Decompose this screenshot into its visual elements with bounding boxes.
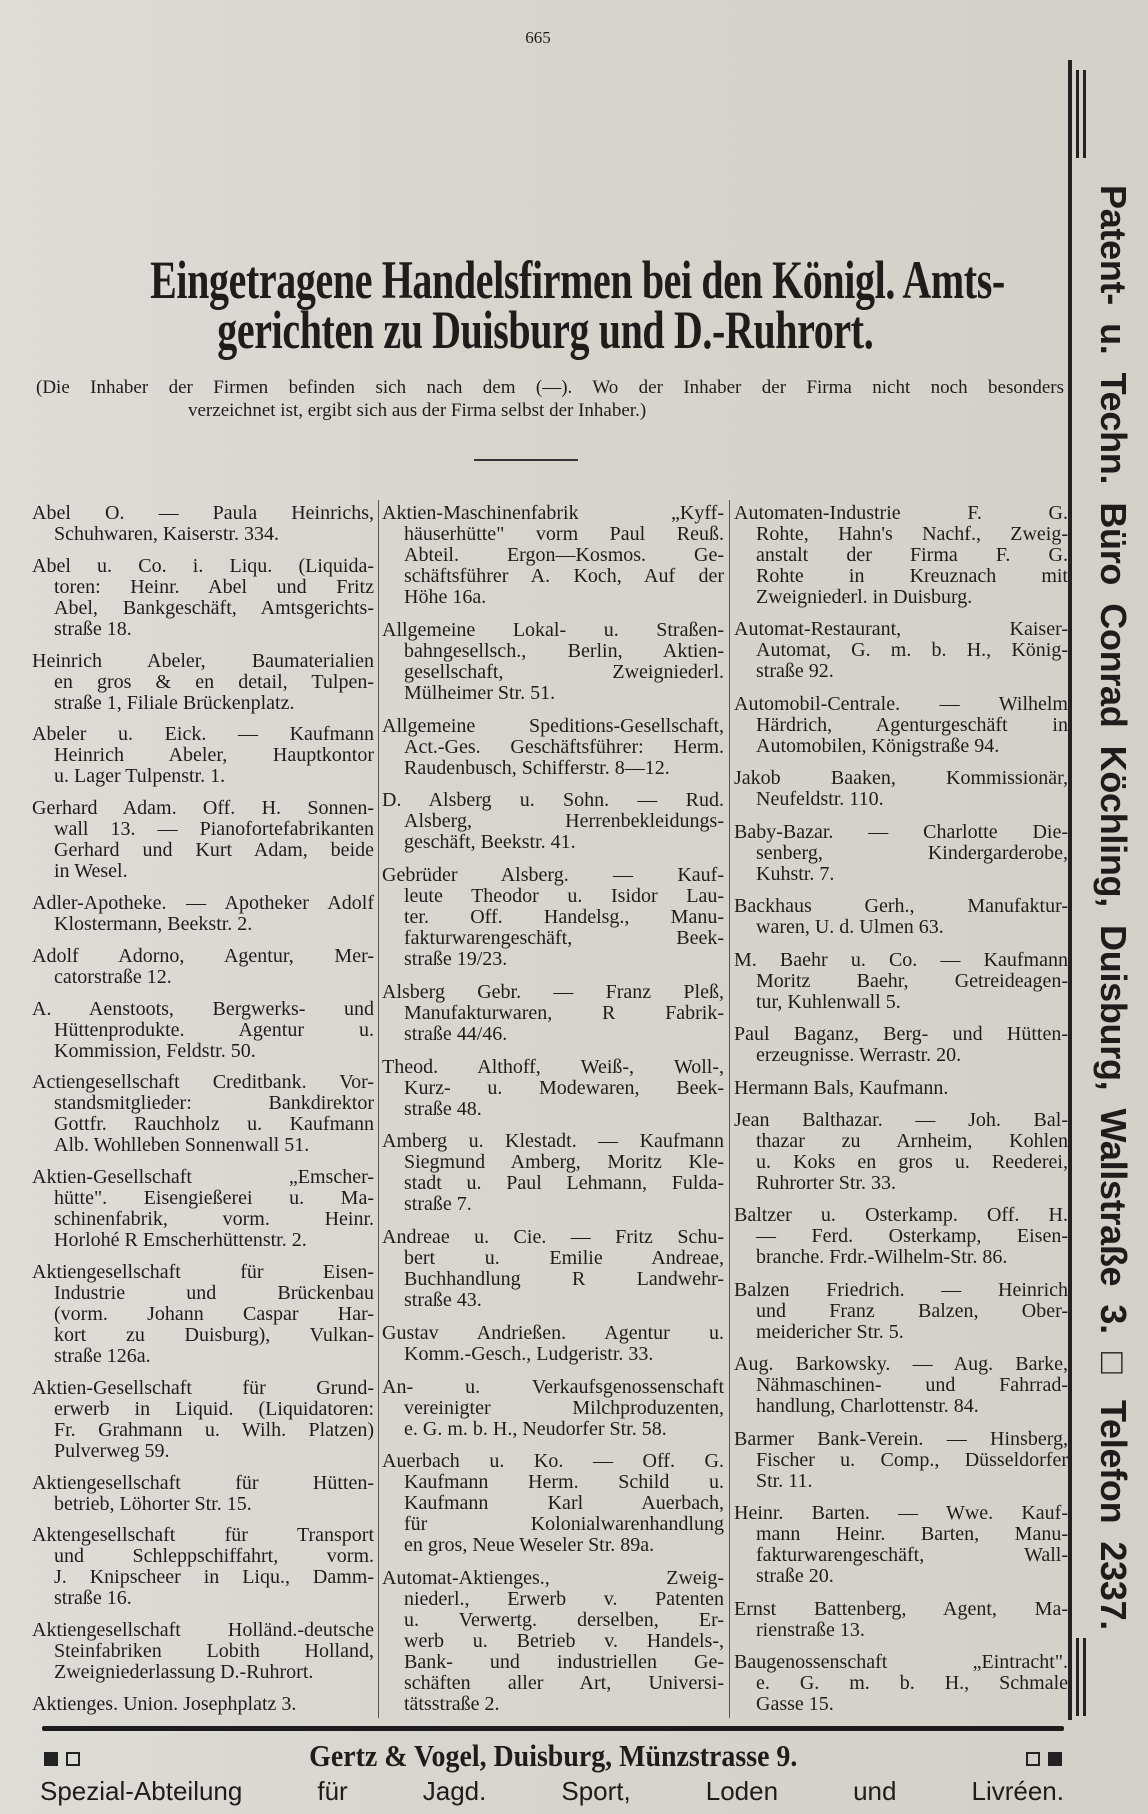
right-border-rule — [1068, 60, 1072, 1720]
entry-line: Neufeldstr. 110. — [756, 788, 884, 811]
entry-line: erzeugnisse. Werrastr. 20. — [756, 1044, 962, 1067]
entry-line: in Wesel. — [54, 860, 128, 883]
entry-line: Automat-Aktienges., Zweig- — [382, 1567, 724, 1589]
entry-line: tur, Kuhlenwall 5. — [756, 990, 901, 1013]
entry-line: Baltzer u. Osterkamp. Off. H. — [734, 1204, 1068, 1227]
entry-line: Auerbach u. Ko. — Off. G. — [382, 1450, 724, 1473]
entry-line: catorstraße 12. — [54, 965, 172, 988]
square-ornament-icons — [1022, 1738, 1066, 1774]
directory-entry — [734, 1599, 1068, 1641]
entry-line: Jean Balthazar. — Joh. Bal- — [734, 1108, 1068, 1131]
double-rule-top-b — [1083, 70, 1086, 158]
footer-line-1: Gertz & Vogel, Duisburg, Münzstrasse 9. — [308, 1738, 798, 1773]
entry-line: Heinrich Abeler, Hauptkontor — [54, 744, 374, 767]
entry-line: Abel, Bankgeschäft, Amtsgerichts- — [54, 596, 374, 619]
entry-line: Siegmund Amberg, Moritz Kle- — [404, 1151, 724, 1174]
directory-entry — [32, 503, 374, 545]
entry-line: kort zu Duisburg), Vulkan- — [54, 1323, 374, 1346]
directory-entry — [32, 1473, 374, 1515]
entry-line: Allgemeine Lokal- u. Straßen- — [382, 618, 724, 641]
entry-line: Komm.-Gesch., Ludgeristr. 33. — [404, 1342, 654, 1365]
entry-line: bahngesellsch., Berlin, Aktien- — [404, 639, 724, 662]
entry-line: D. Alsberg u. Sohn. — Rud. — [382, 789, 724, 812]
entry-line: A. Aenstoots, Bergwerks- und — [32, 997, 374, 1020]
directory-column-2 — [382, 503, 724, 1715]
directory-entry — [32, 1072, 374, 1156]
directory-entry — [382, 620, 724, 704]
entry-line: branche. Frdr.-Wilhelm-Str. 86. — [756, 1246, 1008, 1269]
directory-entry — [32, 1262, 374, 1367]
entry-line: mann Heinr. Barten, Manu- — [756, 1523, 1068, 1546]
entry-line: gesellschaft, Zweigniederl. — [404, 660, 724, 683]
entry-line: thazar zu Arnheim, Kohlen — [756, 1129, 1068, 1152]
entry-line: Automobilen, Königstraße 94. — [756, 734, 1000, 757]
directory-entry — [382, 1227, 724, 1311]
entry-line: Aktien-Maschinenfabrik „Kyff- — [382, 502, 724, 524]
entry-line: Bank- und industriellen Ge- — [404, 1651, 724, 1673]
entry-line: Abeler u. Eick. — Kaufmann — [32, 723, 374, 746]
intro-note-line-2: verzeichnet ist, ergibt sich aus der Firma selbst der Inhaber.) — [188, 400, 647, 421]
entry-line: straße 20. — [756, 1565, 834, 1588]
entry-line: Gottfr. Rauchholz u. Kaufmann — [54, 1113, 374, 1136]
directory-entry — [32, 1378, 374, 1462]
entry-line: werb u. Betrieb v. Handels-, — [404, 1630, 724, 1652]
entry-line: meidericher Str. 5. — [756, 1320, 904, 1343]
directory-entry — [382, 1451, 724, 1556]
entry-line: Steinfabriken Lobith Holland, — [54, 1640, 374, 1663]
column-divider — [378, 500, 379, 1718]
entry-line: en gros & en detail, Tulpen- — [54, 670, 374, 693]
entry-line: geschäft, Beekstr. 41. — [404, 831, 576, 854]
directory-entry — [734, 896, 1068, 938]
entry-line: Gerhard Adam. Off. H. Sonnen- — [32, 797, 374, 820]
page-title-line-1 — [0, 250, 1090, 310]
directory-entry — [32, 651, 374, 714]
entry-line: Raudenbusch, Schifferstr. 8—12. — [404, 756, 670, 779]
entry-line: tätsstraße 2. — [404, 1693, 500, 1715]
entry-line: Alsberg Gebr. — Franz Pleß, — [382, 980, 724, 1003]
entry-line: straße 19/23. — [404, 948, 508, 970]
entry-line: fakturwarengeschäft, Wall- — [756, 1544, 1068, 1567]
entry-line: Gustav Andrießen. Agentur u. — [382, 1321, 724, 1344]
directory-entry — [32, 1620, 374, 1683]
entry-line: Backhaus Gerh., Manufaktur- — [734, 895, 1068, 918]
directory-entry — [382, 716, 724, 779]
entry-line: u. Lager Tulpenstr. 1. — [54, 765, 226, 788]
entry-line: Hermann Bals, Kaufmann. — [734, 1076, 949, 1099]
entry-line: — Ferd. Osterkamp, Eisen- — [756, 1225, 1068, 1248]
entry-line: Ernst Battenberg, Agent, Ma- — [734, 1597, 1068, 1620]
directory-entry — [382, 1377, 724, 1440]
entry-line: vereinigter Milchproduzenten, — [404, 1396, 724, 1419]
entry-line: Automat, G. m. b. H., König- — [756, 639, 1068, 662]
entry-line: Adler-Apotheke. — Apotheker Adolf — [32, 891, 374, 914]
entry-line: u. Koks en gros u. Reederei, — [756, 1150, 1068, 1173]
directory-entry — [734, 1652, 1068, 1715]
entry-line: Aktien-Gesellschaft für Grund- — [32, 1376, 374, 1399]
directory-entry — [734, 1429, 1068, 1492]
entry-line: Zweigniederl. in Duisburg. — [756, 586, 973, 608]
directory-entry — [734, 1110, 1068, 1194]
entry-line: Manufakturwaren, R Fabrik- — [404, 1001, 724, 1024]
entry-line: leute Theodor u. Isidor Lau- — [404, 885, 724, 907]
entry-line: Aktiengesellschaft für Hütten- — [32, 1471, 374, 1494]
entry-line: straße 44/46. — [404, 1022, 508, 1045]
entry-line: Gasse 15. — [756, 1693, 834, 1715]
entry-line: waren, U. d. Ulmen 63. — [756, 916, 944, 939]
entry-line: wall 13. — Pianofortefabrikanten — [54, 818, 374, 841]
entry-line: Abel O. — Paula Heinrichs, — [32, 502, 374, 524]
entry-line: Balzen Friedrich. — Heinrich — [734, 1278, 1068, 1301]
entry-line: M. Baehr u. Co. — Kaufmann — [734, 948, 1068, 971]
directory-entry — [734, 1078, 1068, 1099]
entry-line: straße 92. — [756, 660, 834, 683]
footer-line-2: Spezial-Abteilung für Jagd. Sport, Loden und Livréen. — [40, 1776, 1064, 1806]
entry-line: straße 48. — [404, 1097, 482, 1120]
entry-line: Gebrüder Alsberg. — Kauf- — [382, 864, 724, 886]
entry-line: straße 16. — [54, 1587, 132, 1610]
entry-line: Automaten-Industrie F. G. — [734, 502, 1068, 524]
entry-line: betrieb, Löhorter Str. 15. — [54, 1492, 252, 1515]
entry-line: Abteil. Ergon—Kosmos. Ge- — [404, 544, 724, 566]
entry-line: straße 7. — [404, 1193, 472, 1216]
entry-line: Barmer Bank-Verein. — Hinsberg, — [734, 1427, 1068, 1450]
directory-entry — [734, 694, 1068, 757]
directory-entry — [382, 790, 724, 853]
entry-line: schäften aller Art, Universi- — [404, 1672, 724, 1694]
entry-line: straße 43. — [404, 1289, 482, 1311]
entry-line: Andreae u. Cie. — Fritz Schu- — [382, 1226, 724, 1248]
double-rule-bottom-a — [1076, 1638, 1079, 1716]
section-divider — [474, 459, 578, 461]
directory-entry — [382, 1323, 724, 1365]
entry-line: Heinrich Abeler, Baumaterialien — [32, 649, 374, 672]
directory-entry — [734, 619, 1068, 682]
entry-line: handlung, Charlottenstr. 84. — [756, 1395, 979, 1418]
entry-line: rienstraße 13. — [756, 1618, 865, 1641]
entry-line: straße 126a. — [54, 1344, 151, 1367]
entry-line: straße 1, Filiale Brückenplatz. — [54, 691, 295, 714]
directory-entry — [734, 768, 1068, 810]
directory-entry — [32, 999, 374, 1062]
entry-line: schinenfabrik, vorm. Heinr. — [54, 1208, 374, 1231]
entry-line: Zweigniederlassung D.-Ruhrort. — [54, 1661, 314, 1684]
entry-line: und Franz Balzen, Ober- — [756, 1299, 1068, 1322]
footer-advertisement — [40, 1738, 1066, 1774]
entry-line: Paul Baganz, Berg- und Hütten- — [734, 1023, 1068, 1046]
directory-entry — [734, 950, 1068, 1013]
square-ornament-icons — [40, 1738, 84, 1774]
entry-line: hütte". Eisengießerei u. Ma- — [54, 1187, 374, 1210]
directory-entry — [734, 503, 1068, 608]
entry-line: e. G. m. b. H., Neudorfer Str. 58. — [404, 1417, 667, 1440]
entry-line: Automobil-Centrale. — Wilhelm — [734, 692, 1068, 715]
entry-line: u. Verwertg. derselben, Er- — [404, 1609, 724, 1631]
page-number: 665 — [525, 28, 551, 47]
entry-line: Kuhstr. 7. — [756, 862, 835, 885]
directory-entry — [32, 1167, 374, 1251]
entry-line: Industrie und Brückenbau — [54, 1281, 374, 1304]
directory-column-1 — [32, 503, 374, 1715]
entry-line: Aktiengesellschaft für Eisen- — [32, 1260, 374, 1283]
page-title-line-2 — [0, 300, 1090, 360]
entry-line: Str. 11. — [756, 1469, 813, 1492]
entry-line: Rohte, Hahn's Nachf., Zweig- — [756, 523, 1068, 545]
entry-line: stadt u. Paul Lehmann, Fulda- — [404, 1172, 724, 1195]
directory-entry — [734, 1354, 1068, 1417]
entry-line: Kurz- u. Modewaren, Beek- — [404, 1076, 724, 1099]
entry-line: anstalt der Firma F. G. — [756, 544, 1068, 566]
double-rule-bottom-b — [1083, 1638, 1086, 1716]
entry-line: Allgemeine Speditions-Gesellschaft, — [382, 714, 724, 737]
double-rule-top-a — [1076, 70, 1079, 158]
directory-entry — [32, 798, 374, 882]
directory-entry — [734, 1205, 1068, 1268]
entry-line: e. G. m. b. H., Schmale — [756, 1672, 1068, 1694]
entry-line: Härdrich, Agenturgeschäft in — [756, 713, 1068, 736]
entry-line: Gerhard und Kurt Adam, beide — [54, 839, 374, 862]
entry-line: Schuhwaren, Kaiserstr. 334. — [54, 523, 279, 545]
entry-line: Höhe 16a. — [404, 586, 487, 608]
entry-line: Act.-Ges. Geschäftsführer: Herm. — [404, 735, 724, 758]
entry-line: Buchhandlung R Landwehr- — [404, 1268, 724, 1290]
entry-line: Actiengesellschaft Creditbank. Vor- — [32, 1071, 374, 1094]
entry-line: und Schleppschiffahrt, vorm. — [54, 1545, 374, 1568]
entry-line: Aug. Barkowsky. — Aug. Barke, — [734, 1353, 1068, 1376]
page-title-text-1: Eingetragene Handelsfirmen bei den Königl. Amts- — [150, 250, 1005, 310]
entry-line: schäftsführer A. Koch, Auf der — [404, 565, 724, 587]
entry-line: Kommission, Feldstr. 50. — [54, 1039, 256, 1062]
directory-entry — [382, 1131, 724, 1215]
entry-line: Baugenossenschaft „Eintracht". — [734, 1651, 1068, 1673]
entry-line: Horlohé R Emscherhüttenstr. 2. — [54, 1229, 307, 1252]
entry-line: standsmitglieder: Bankdirektor — [54, 1092, 374, 1115]
entry-line: (vorm. Johann Caspar Har- — [54, 1302, 374, 1325]
directory-entry — [32, 946, 374, 988]
entry-line: en gros, Neue Weseler Str. 89a. — [404, 1534, 655, 1557]
entry-line: Adolf Adorno, Agentur, Mer- — [32, 944, 374, 967]
entry-line: straße 18. — [54, 617, 132, 640]
directory-entry — [32, 1525, 374, 1609]
directory-entry — [734, 1503, 1068, 1587]
column-divider — [729, 500, 730, 1718]
entry-line: senberg, Kindergarderobe, — [756, 841, 1068, 864]
entry-line: Nähmaschinen- und Fahrrad- — [756, 1374, 1068, 1397]
directory-entry — [382, 865, 724, 970]
entry-line: Aktien-Gesellschaft „Emscher- — [32, 1166, 374, 1189]
entry-line: An- u. Verkaufsgenossenschaft — [382, 1375, 724, 1398]
entry-line: Automat-Restaurant, Kaiser- — [734, 618, 1068, 641]
directory-entry — [734, 822, 1068, 885]
entry-line: Heinr. Barten. — Wwe. Kauf- — [734, 1502, 1068, 1525]
entry-line: J. Knipscheer in Liqu., Damm- — [54, 1566, 374, 1589]
entry-line: erwerb in Liquid. (Liquidatoren: — [54, 1397, 374, 1420]
entry-line: Mülheimer Str. 51. — [404, 681, 556, 704]
entry-line: Jakob Baaken, Kommissionär, — [734, 767, 1068, 790]
entry-line: Abel u. Co. i. Liqu. (Liquida- — [32, 554, 374, 577]
directory-entry — [734, 1024, 1068, 1066]
intro-note-line-1: (Die Inhaber der Firmen befinden sich nach dem (—). Wo der Inhaber der Firma nicht noch besonders — [36, 377, 1064, 398]
entry-line: Aktienges. Union. Josephplatz 3. — [32, 1692, 297, 1715]
entry-line: fakturwarengeschäft, Beek- — [404, 927, 724, 949]
entry-line: ter. Off. Handelsg., Manu- — [404, 906, 724, 928]
entry-line: Rohte in Kreuznach mit — [756, 565, 1068, 587]
directory-entry — [382, 1568, 724, 1715]
directory-column-3 — [734, 503, 1068, 1715]
directory-entry — [734, 1280, 1068, 1343]
entry-line: Fischer u. Comp., Düsseldorfer — [756, 1448, 1068, 1471]
side-advertisement: Patent- u. Techn. Büro Conrad Köchling, Duisburg, Wallstraße 3. □ Telefon 2337. — [1093, 185, 1134, 1630]
entry-line: Ruhrorter Str. 33. — [756, 1171, 896, 1194]
entry-line: häuserhütte" vorm Paul Reuß. — [404, 523, 724, 545]
entry-line: toren: Heinr. Abel und Fritz — [54, 575, 374, 598]
entry-line: Kaufmann Karl Auerbach, — [404, 1492, 724, 1515]
directory-entry — [32, 556, 374, 640]
directory-entry — [32, 893, 374, 935]
entry-line: Klostermann, Beekstr. 2. — [54, 912, 253, 935]
directory-entry — [382, 503, 724, 608]
directory-entry — [382, 982, 724, 1045]
entry-line: Kaufmann Herm. Schild u. — [404, 1471, 724, 1494]
footer-rule — [42, 1726, 1064, 1731]
entry-line: Aktiengesellschaft Holländ.-deutsche — [32, 1619, 374, 1642]
entry-line: Baby-Bazar. — Charlotte Die- — [734, 820, 1068, 843]
entry-line: Amberg u. Klestadt. — Kaufmann — [382, 1130, 724, 1153]
entry-line: Theod. Althoff, Weiß-, Woll-, — [382, 1055, 724, 1078]
directory-entry — [382, 1057, 724, 1120]
page-title-text-2: gerichten zu Duisburg und D.-Ruhrort. — [216, 300, 874, 360]
entry-line: Pulverweg 59. — [54, 1439, 170, 1462]
entry-line: Fr. Grahmann u. Wilh. Platzen) — [54, 1418, 374, 1441]
entry-line: Moritz Baehr, Getreideagen- — [756, 969, 1068, 992]
entry-line: Alsberg, Herrenbekleidungs- — [404, 810, 724, 833]
entry-line: Hüttenprodukte. Agentur u. — [54, 1018, 374, 1041]
entry-line: bert u. Emilie Andreae, — [404, 1247, 724, 1269]
entry-line: Alb. Wohlleben Sonnenwall 51. — [54, 1134, 310, 1157]
entry-line: für Kolonialwarenhandlung — [404, 1513, 724, 1536]
directory-entry — [32, 1694, 374, 1715]
entry-line: Aktengesellschaft für Transport — [32, 1524, 374, 1547]
entry-line: niederl., Erwerb v. Patenten — [404, 1588, 724, 1610]
directory-entry — [32, 724, 374, 787]
